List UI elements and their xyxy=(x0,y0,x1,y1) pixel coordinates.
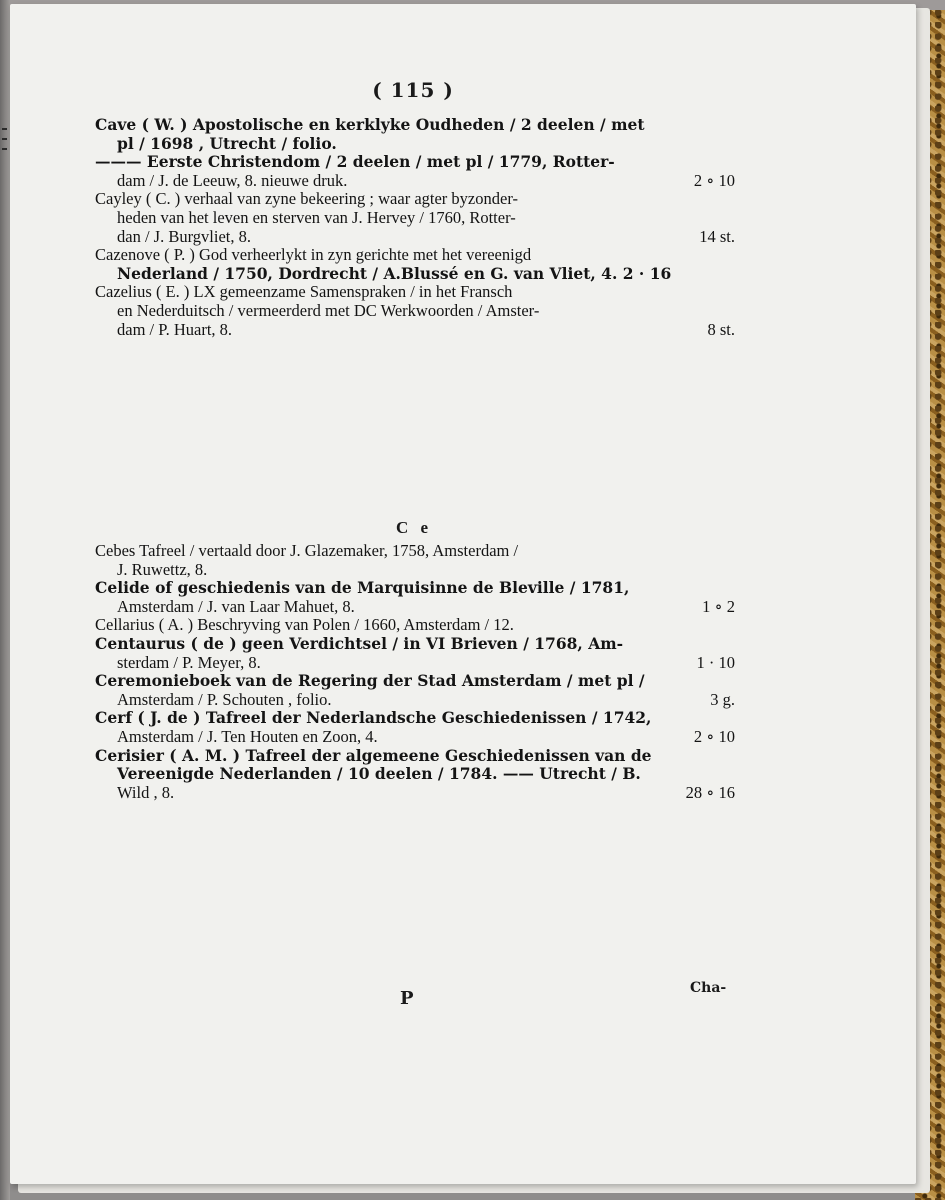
entry-line xyxy=(95,228,735,247)
entry-line xyxy=(95,672,735,691)
entry-text: Cayley ( C. ) verhaal van zyne bekeering ; waar agter byzonder- xyxy=(95,189,518,209)
entry-line xyxy=(95,598,735,617)
page-number: ( 115 ) xyxy=(372,78,454,102)
entry-text: Nederland / 1750, Dordrecht / A.Blussé en G. van Vliet, 4. 2 · 16 xyxy=(117,263,672,283)
entry-text: en Nederduitsch / vermeerderd met DC Werkwoorden / Amster- xyxy=(117,300,540,320)
entry-line xyxy=(95,265,735,284)
entry-text: heden van het leven en sterven van J. Hervey / 1760, Rotter- xyxy=(117,207,516,227)
entry-line xyxy=(95,691,735,710)
entry-line xyxy=(95,616,735,635)
entry-price: 14 st. xyxy=(699,226,735,246)
entry-text: Centaurus ( de ) geen Verdichtsel / in VI Brieven / 1768, Am- xyxy=(95,633,624,653)
entry-line xyxy=(95,747,735,766)
catchword: Cha- xyxy=(690,980,727,996)
entry-line xyxy=(95,209,735,228)
entry-line xyxy=(95,561,735,580)
entry-text: Cave ( W. ) Apostolische en kerklyke Oudheden / 2 deelen / met xyxy=(95,115,645,134)
entry-text: Cebes Tafreel / vertaald door J. Glazemaker, 1758, Amsterdam / xyxy=(95,541,519,560)
entry-text: pl / 1698 , Utrecht / folio. xyxy=(117,133,337,153)
entry-text: dam / J. de Leeuw, 8. nieuwe druk. xyxy=(117,170,348,190)
entry-line xyxy=(95,190,735,209)
entry-line xyxy=(95,709,735,728)
entry-text: Cerisier ( A. M. ) Tafreel der algemeene Geschiedenissen van de xyxy=(95,745,652,765)
entry-text: Amsterdam / P. Schouten , folio. xyxy=(117,689,332,709)
entry-line xyxy=(95,542,735,561)
entry-text: Cellarius ( A. ) Beschryving van Polen / 1660, Amsterdam / 12. xyxy=(95,615,514,635)
entry-text: Cazenove ( P. ) God verheerlykt in zyn gerichte met het vereenigd xyxy=(95,245,532,265)
entry-price: 1 · 10 xyxy=(696,652,735,672)
entry-line xyxy=(95,784,735,803)
entry-text: Cerf ( J. de ) Tafreel der Nederlandsche Geschiedenissen / 1742, xyxy=(95,708,652,728)
entry-line xyxy=(95,135,735,154)
left-book-edge xyxy=(0,0,10,1200)
entry-line xyxy=(95,283,735,302)
entry-line xyxy=(95,116,735,135)
entry-text: Wild , 8. xyxy=(117,782,175,802)
entry-text: Celide of geschiedenis van de Marquisinne de Bleville / 1781, xyxy=(95,578,630,598)
entry-line xyxy=(95,654,735,673)
entry-text: dan / J. Burgvliet, 8. xyxy=(117,226,251,246)
entry-price: 2 ∘ 10 xyxy=(693,170,735,190)
catalog-entries-top xyxy=(95,116,735,339)
entry-text: Cazelius ( E. ) LX gemeenzame Samenspraken / in het Fransch xyxy=(95,282,513,302)
entry-line xyxy=(95,302,735,321)
catalog-entries-bottom xyxy=(95,542,735,802)
section-heading: C e xyxy=(395,518,433,537)
entry-line xyxy=(95,765,735,784)
entry-line xyxy=(95,246,735,265)
entry-line xyxy=(95,635,735,654)
entry-line xyxy=(95,321,735,340)
entry-price: 3 g. xyxy=(710,689,735,709)
entry-text: J. Ruwettz, 8. xyxy=(117,559,208,579)
entry-text: sterdam / P. Meyer, 8. xyxy=(117,652,261,672)
entry-line xyxy=(95,728,735,747)
entry-text: Amsterdam / J. van Laar Mahuet, 8. xyxy=(117,596,355,616)
entry-price: 2 ∘ 10 xyxy=(693,726,735,746)
book-page xyxy=(10,4,916,1184)
signature-mark: P xyxy=(400,988,414,1009)
entry-text: ——— Eerste Christendom / 2 deelen / met pl / 1779, Rotter- xyxy=(95,152,615,172)
entry-line xyxy=(95,579,735,598)
entry-text: dam / P. Huart, 8. xyxy=(117,319,233,339)
entry-text: Ceremonieboek van de Regering der Stad Amsterdam / met pl / xyxy=(95,671,645,691)
entry-line xyxy=(95,172,735,191)
entry-text: Vereenigde Nederlanden / 10 deelen / 1784. —— Utrecht / B. xyxy=(117,764,641,784)
entry-price: 8 st. xyxy=(707,319,735,339)
entry-line xyxy=(95,153,735,172)
entry-price: 1 ∘ 2 xyxy=(702,596,735,616)
entry-price: 28 ∘ 16 xyxy=(685,782,735,802)
entry-text: Amsterdam / J. Ten Houten en Zoon, 4. xyxy=(117,726,378,746)
spine-marks xyxy=(0,120,8,200)
